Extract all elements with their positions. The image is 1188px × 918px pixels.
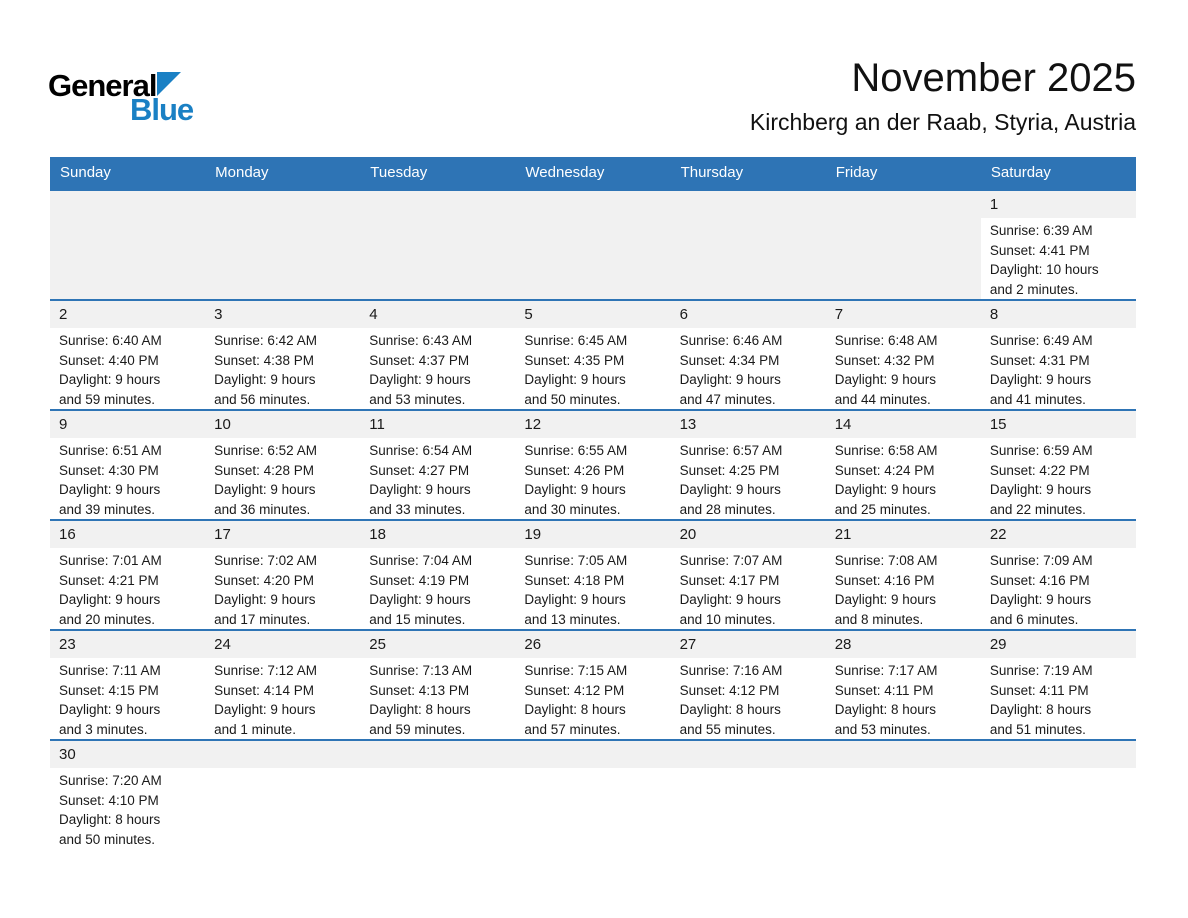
day-number: 20	[679, 526, 697, 543]
sunset-line: Sunset: 4:26 PM	[524, 462, 625, 478]
sunrise-line: Sunrise: 7:15 AM	[524, 663, 628, 678]
day-cell-25	[360, 630, 515, 740]
day-number-strip	[826, 411, 981, 438]
daylight-line-2: and 10 minutes.	[679, 611, 776, 627]
sunrise-line: Sunrise: 6:48 AM	[834, 333, 938, 348]
weekday-header-tuesday: Tuesday	[360, 157, 515, 190]
day-details	[671, 658, 826, 739]
weekday-header-saturday: Saturday	[981, 157, 1136, 190]
day-details	[50, 768, 205, 849]
day-number-strip	[671, 741, 826, 768]
empty-cell	[981, 740, 1136, 850]
daylight-line-1: Daylight: 8 hours	[989, 702, 1092, 717]
day-number-strip	[205, 411, 360, 438]
sunset-line: Sunset: 4:11 PM	[989, 682, 1089, 698]
day-cell-11	[360, 410, 515, 520]
sunrise-line: Sunrise: 6:58 AM	[834, 443, 938, 458]
sunset-line: Sunset: 4:37 PM	[369, 352, 470, 368]
day-details	[205, 438, 360, 519]
daylight-line-2: and 53 minutes.	[834, 721, 931, 737]
week-row-6	[50, 740, 1136, 850]
daylight-line-1: Daylight: 9 hours	[59, 592, 161, 607]
day-cell-7	[826, 300, 981, 410]
sunrise-line: Sunrise: 6:57 AM	[679, 443, 783, 458]
daylight-line-1: Daylight: 8 hours	[59, 812, 161, 827]
week-row-5	[50, 630, 1136, 740]
daylight-line-2: and 1 minute.	[214, 721, 296, 737]
sunrise-line: Sunrise: 7:16 AM	[679, 663, 783, 678]
day-number: 25	[369, 636, 386, 653]
week-row-2	[50, 300, 1136, 410]
weekday-header-wednesday: Wednesday	[515, 157, 670, 190]
day-number: 18	[369, 526, 386, 543]
day-details	[360, 548, 515, 629]
day-details	[205, 658, 360, 739]
weekday-header-monday: Monday	[205, 157, 360, 190]
empty-cell	[360, 740, 515, 850]
sunset-line: Sunset: 4:27 PM	[369, 462, 470, 478]
sunrise-line: Sunrise: 6:49 AM	[989, 333, 1093, 348]
day-number-strip	[50, 301, 205, 328]
daylight-line-1: Daylight: 9 hours	[989, 592, 1092, 607]
daylight-line-2: and 50 minutes.	[59, 831, 156, 847]
sunset-line: Sunset: 4:28 PM	[214, 462, 314, 478]
day-details	[50, 658, 205, 739]
sunset-line: Sunset: 4:30 PM	[59, 462, 159, 478]
day-number-strip	[671, 301, 826, 328]
daylight-line-2: and 17 minutes.	[214, 611, 311, 627]
sunset-line: Sunset: 4:12 PM	[679, 682, 780, 698]
logo-text-blue: Blue	[130, 92, 194, 127]
week-row-4	[50, 520, 1136, 630]
sunset-line: Sunset: 4:38 PM	[214, 352, 314, 368]
sunset-line: Sunset: 4:31 PM	[989, 352, 1090, 368]
day-cell-2	[50, 300, 205, 410]
day-number-strip	[826, 741, 981, 768]
empty-cell	[205, 190, 360, 300]
sunrise-line: Sunrise: 7:20 AM	[59, 773, 162, 788]
daylight-line-2: and 3 minutes.	[59, 721, 148, 737]
sunset-line: Sunset: 4:34 PM	[679, 352, 780, 368]
day-number: 3	[214, 306, 223, 323]
sunset-line: Sunset: 4:19 PM	[369, 572, 470, 588]
day-number-strip	[360, 741, 515, 768]
day-cell-24	[205, 630, 360, 740]
sunrise-line: Sunrise: 7:01 AM	[59, 553, 162, 568]
day-cell-27	[671, 630, 826, 740]
daylight-line-2: and 55 minutes.	[679, 721, 776, 737]
day-cell-21	[826, 520, 981, 630]
daylight-line-2: and 59 minutes.	[369, 721, 466, 737]
day-number: 24	[214, 636, 231, 653]
sunrise-line: Sunrise: 7:08 AM	[834, 553, 938, 568]
daylight-line-1: Daylight: 9 hours	[524, 482, 626, 497]
sunset-line: Sunset: 4:17 PM	[679, 572, 780, 588]
sunset-line: Sunset: 4:15 PM	[59, 682, 159, 698]
empty-cell	[205, 740, 360, 850]
sunrise-line: Sunrise: 6:51 AM	[59, 443, 162, 458]
day-number: 6	[679, 306, 688, 323]
day-number: 26	[524, 636, 542, 653]
week-row-1	[50, 190, 1136, 300]
day-details	[50, 548, 205, 629]
daylight-line-1: Daylight: 8 hours	[524, 702, 626, 717]
weekday-header-sunday: Sunday	[50, 157, 205, 190]
calendar-table	[50, 157, 1136, 850]
day-number-strip	[360, 411, 515, 438]
daylight-line-2: and 39 minutes.	[59, 501, 156, 517]
daylight-line-2: and 8 minutes.	[834, 611, 924, 627]
daylight-line-1: Daylight: 8 hours	[834, 702, 937, 717]
day-number-strip	[205, 631, 360, 658]
daylight-line-2: and 53 minutes.	[369, 391, 466, 407]
day-details	[360, 328, 515, 409]
daylight-line-1: Daylight: 9 hours	[834, 372, 937, 387]
logo-text-general: General	[48, 68, 157, 103]
sunset-line: Sunset: 4:13 PM	[369, 682, 470, 698]
empty-cell	[515, 740, 670, 850]
day-details	[205, 548, 360, 629]
day-cell-5	[515, 300, 670, 410]
sunrise-line: Sunrise: 6:52 AM	[214, 443, 317, 458]
day-details	[671, 328, 826, 409]
day-details	[671, 438, 826, 519]
day-number: 4	[369, 306, 378, 323]
daylight-line-1: Daylight: 9 hours	[679, 482, 781, 497]
day-number-strip	[981, 631, 1136, 658]
day-details	[826, 658, 981, 739]
day-number: 29	[989, 636, 1007, 653]
sunrise-line: Sunrise: 6:43 AM	[369, 333, 473, 348]
day-number: 12	[524, 416, 542, 433]
day-number-strip	[981, 411, 1136, 438]
daylight-line-2: and 30 minutes.	[524, 501, 621, 517]
sunset-line: Sunset: 4:24 PM	[834, 462, 935, 478]
day-cell-1	[981, 190, 1136, 300]
daylight-line-1: Daylight: 9 hours	[679, 592, 781, 607]
day-cell-28	[826, 630, 981, 740]
day-number-strip	[515, 741, 670, 768]
sunset-line: Sunset: 4:11 PM	[834, 682, 934, 698]
sunrise-line: Sunrise: 6:40 AM	[59, 333, 162, 348]
daylight-line-2: and 57 minutes.	[524, 721, 621, 737]
day-details	[826, 438, 981, 519]
daylight-line-1: Daylight: 9 hours	[679, 372, 781, 387]
sunset-line: Sunset: 4:16 PM	[989, 572, 1090, 588]
sunrise-line: Sunrise: 6:46 AM	[679, 333, 783, 348]
daylight-line-2: and 13 minutes.	[524, 611, 621, 627]
day-cell-9	[50, 410, 205, 520]
sunrise-line: Sunrise: 7:04 AM	[369, 553, 473, 568]
sunrise-line: Sunrise: 6:55 AM	[524, 443, 628, 458]
day-number: 21	[834, 526, 852, 543]
day-number-strip	[50, 521, 205, 548]
daylight-line-1: Daylight: 9 hours	[59, 702, 161, 717]
daylight-line-2: and 20 minutes.	[59, 611, 156, 627]
sunrise-line: Sunrise: 6:45 AM	[524, 333, 628, 348]
daylight-line-2: and 56 minutes.	[214, 391, 311, 407]
daylight-line-2: and 28 minutes.	[679, 501, 776, 517]
day-cell-29	[981, 630, 1136, 740]
empty-cell	[671, 190, 826, 300]
day-number: 23	[59, 636, 76, 653]
day-details	[981, 658, 1136, 739]
daylight-line-2: and 51 minutes.	[989, 721, 1086, 737]
day-number-strip	[50, 191, 205, 218]
daylight-line-2: and 44 minutes.	[834, 391, 931, 407]
day-cell-23	[50, 630, 205, 740]
daylight-line-1: Daylight: 9 hours	[214, 372, 316, 387]
sunrise-line: Sunrise: 6:54 AM	[369, 443, 473, 458]
day-number-strip	[360, 521, 515, 548]
day-number: 8	[989, 306, 999, 323]
day-number: 27	[679, 636, 697, 653]
daylight-line-2: and 59 minutes.	[59, 391, 156, 407]
day-number-strip	[826, 301, 981, 328]
daylight-line-2: and 47 minutes.	[679, 391, 776, 407]
day-cell-22	[981, 520, 1136, 630]
day-cell-17	[205, 520, 360, 630]
day-number: 11	[369, 416, 385, 433]
sunset-line: Sunset: 4:25 PM	[679, 462, 780, 478]
daylight-line-1: Daylight: 9 hours	[59, 482, 161, 497]
sunset-line: Sunset: 4:32 PM	[834, 352, 935, 368]
day-number-strip	[515, 521, 670, 548]
day-number-strip	[671, 631, 826, 658]
generalblue-logo	[48, 70, 193, 125]
page-subtitle: Kirchberg an der Raab, Styria, Austria	[749, 109, 1136, 135]
day-number: 2	[59, 306, 68, 323]
daylight-line-1: Daylight: 9 hours	[989, 482, 1092, 497]
day-number-strip	[205, 191, 360, 218]
day-cell-20	[671, 520, 826, 630]
day-details	[205, 328, 360, 409]
day-details	[981, 328, 1136, 409]
day-number-strip	[205, 741, 360, 768]
day-number: 9	[59, 416, 68, 433]
day-number: 22	[989, 526, 1007, 543]
day-details	[981, 548, 1136, 629]
day-details	[50, 328, 205, 409]
day-number: 7	[834, 306, 844, 323]
sunrise-line: Sunrise: 7:13 AM	[369, 663, 473, 678]
weekday-header-thursday: Thursday	[671, 157, 826, 190]
day-cell-13	[671, 410, 826, 520]
sunrise-line: Sunrise: 6:59 AM	[989, 443, 1093, 458]
day-number-strip	[826, 631, 981, 658]
daylight-line-2: and 15 minutes.	[369, 611, 466, 627]
day-details	[360, 658, 515, 739]
sunset-line: Sunset: 4:20 PM	[214, 572, 314, 588]
sunset-line: Sunset: 4:18 PM	[524, 572, 625, 588]
weekday-header-row	[50, 157, 1136, 190]
calendar-body	[50, 190, 1136, 850]
day-number: 10	[214, 416, 231, 433]
day-number-strip	[50, 741, 205, 768]
daylight-line-1: Daylight: 9 hours	[369, 372, 471, 387]
day-number: 16	[59, 526, 76, 543]
day-number-strip	[671, 411, 826, 438]
daylight-line-2: and 41 minutes.	[989, 391, 1086, 407]
daylight-line-2: and 50 minutes.	[524, 391, 621, 407]
day-number-strip	[981, 301, 1136, 328]
day-cell-26	[515, 630, 670, 740]
page-header	[0, 0, 1188, 157]
day-number: 15	[989, 416, 1007, 433]
daylight-line-1: Daylight: 9 hours	[369, 592, 471, 607]
daylight-line-1: Daylight: 9 hours	[524, 592, 626, 607]
day-number-strip	[205, 521, 360, 548]
day-number: 1	[989, 196, 999, 213]
sunset-line: Sunset: 4:10 PM	[59, 792, 159, 808]
day-number: 5	[524, 306, 533, 323]
day-cell-19	[515, 520, 670, 630]
daylight-line-1: Daylight: 9 hours	[834, 482, 937, 497]
sunrise-line: Sunrise: 7:07 AM	[679, 553, 783, 568]
daylight-line-1: Daylight: 9 hours	[59, 372, 161, 387]
day-number-strip	[671, 521, 826, 548]
day-details	[50, 438, 205, 519]
day-number-strip	[515, 631, 670, 658]
daylight-line-2: and 22 minutes.	[989, 501, 1086, 517]
daylight-line-1: Daylight: 9 hours	[834, 592, 937, 607]
day-number-strip	[360, 631, 515, 658]
day-number-strip	[826, 191, 981, 218]
day-cell-3	[205, 300, 360, 410]
day-cell-8	[981, 300, 1136, 410]
sunrise-line: Sunrise: 7:11 AM	[59, 663, 161, 678]
day-number-strip	[671, 191, 826, 218]
empty-cell	[360, 190, 515, 300]
day-cell-15	[981, 410, 1136, 520]
day-number-strip	[515, 411, 670, 438]
sunrise-line: Sunrise: 7:12 AM	[214, 663, 317, 678]
day-details	[360, 438, 515, 519]
day-number: 13	[679, 416, 697, 433]
daylight-line-2: and 36 minutes.	[214, 501, 311, 517]
calendar-head	[50, 157, 1136, 190]
day-details	[515, 548, 670, 629]
day-cell-12	[515, 410, 670, 520]
daylight-line-1: Daylight: 9 hours	[214, 482, 316, 497]
daylight-line-1: Daylight: 8 hours	[369, 702, 471, 717]
title-block	[750, 56, 1136, 136]
sunrise-line: Sunrise: 7:09 AM	[989, 553, 1093, 568]
daylight-line-2: and 2 minutes.	[989, 281, 1079, 297]
daylight-line-1: Daylight: 9 hours	[524, 372, 626, 387]
day-details	[671, 548, 826, 629]
sunrise-line: Sunrise: 7:17 AM	[834, 663, 938, 678]
sunset-line: Sunset: 4:14 PM	[214, 682, 314, 698]
page-title: November 2025	[851, 56, 1136, 100]
daylight-line-2: and 33 minutes.	[369, 501, 466, 517]
sunrise-line: Sunrise: 6:39 AM	[989, 223, 1093, 238]
sunset-line: Sunset: 4:22 PM	[989, 462, 1090, 478]
weekday-header-friday: Friday	[826, 157, 981, 190]
sunset-line: Sunset: 4:16 PM	[834, 572, 935, 588]
daylight-line-2: and 6 minutes.	[989, 611, 1079, 627]
day-number: 19	[524, 526, 542, 543]
day-cell-6	[671, 300, 826, 410]
day-cell-14	[826, 410, 981, 520]
day-cell-4	[360, 300, 515, 410]
day-number-strip	[826, 521, 981, 548]
sunrise-line: Sunrise: 7:05 AM	[524, 553, 628, 568]
empty-cell	[671, 740, 826, 850]
day-cell-30	[50, 740, 205, 850]
day-cell-18	[360, 520, 515, 630]
sunrise-line: Sunrise: 7:02 AM	[214, 553, 317, 568]
day-number-strip	[981, 191, 1136, 218]
daylight-line-1: Daylight: 10 hours	[989, 262, 1099, 277]
day-details	[981, 218, 1136, 299]
day-cell-16	[50, 520, 205, 630]
day-number: 17	[214, 526, 231, 543]
day-details	[826, 548, 981, 629]
day-details	[515, 438, 670, 519]
day-number-strip	[50, 411, 205, 438]
day-number-strip	[360, 191, 515, 218]
sunset-line: Sunset: 4:35 PM	[524, 352, 625, 368]
day-number-strip	[981, 741, 1136, 768]
empty-cell	[826, 190, 981, 300]
day-number-strip	[205, 301, 360, 328]
sunrise-line: Sunrise: 7:19 AM	[989, 663, 1093, 678]
sunrise-line: Sunrise: 6:42 AM	[214, 333, 317, 348]
daylight-line-1: Daylight: 9 hours	[214, 702, 316, 717]
day-number: 28	[834, 636, 852, 653]
daylight-line-1: Daylight: 9 hours	[369, 482, 471, 497]
day-details	[515, 328, 670, 409]
week-row-3	[50, 410, 1136, 520]
daylight-line-1: Daylight: 8 hours	[679, 702, 781, 717]
daylight-line-1: Daylight: 9 hours	[989, 372, 1092, 387]
day-number-strip	[360, 301, 515, 328]
day-details	[515, 658, 670, 739]
sunset-line: Sunset: 4:12 PM	[524, 682, 625, 698]
day-number-strip	[981, 521, 1136, 548]
day-number: 14	[834, 416, 852, 433]
daylight-line-2: and 25 minutes.	[834, 501, 931, 517]
empty-cell	[826, 740, 981, 850]
day-cell-10	[205, 410, 360, 520]
day-number-strip	[515, 191, 670, 218]
day-details	[826, 328, 981, 409]
empty-cell	[50, 190, 205, 300]
sunset-line: Sunset: 4:21 PM	[59, 572, 159, 588]
day-details	[981, 438, 1136, 519]
day-number-strip	[50, 631, 205, 658]
daylight-line-1: Daylight: 9 hours	[214, 592, 316, 607]
sunset-line: Sunset: 4:40 PM	[59, 352, 159, 368]
sunset-line: Sunset: 4:41 PM	[989, 242, 1090, 258]
empty-cell	[515, 190, 670, 300]
day-number-strip	[515, 301, 670, 328]
day-number: 30	[59, 746, 76, 763]
